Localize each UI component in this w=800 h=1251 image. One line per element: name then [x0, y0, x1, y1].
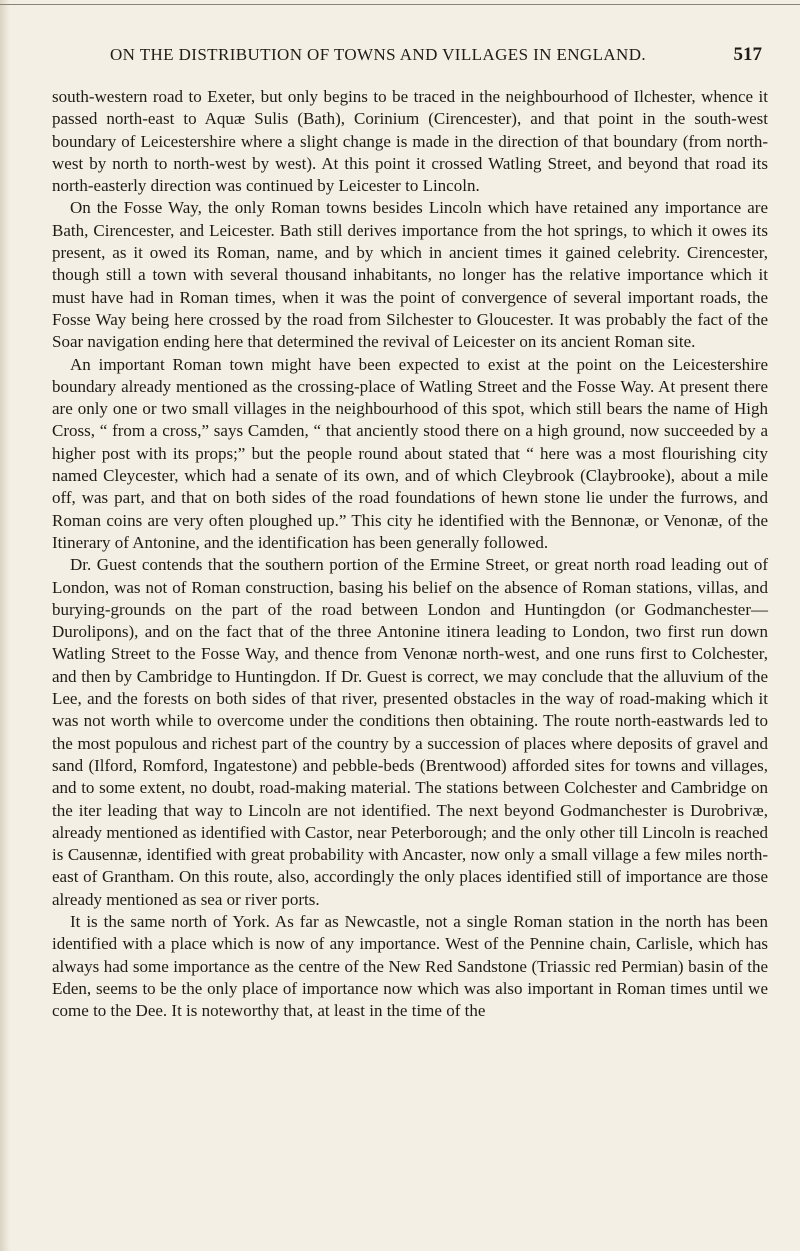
paragraph: It is the same north of York. As far as Newcastle, not a single Roman station in the north has been identified with a place which is now of any importance. West of the Pennine chain, Carlisle, which has always had some importance as the centre of the New Red Sandstone (Triassic red Permian) basin of the Eden, seems to be the only place of importance now which was also important in Roman times until we come to the Dee. It is noteworthy that, at least in the time of the: [52, 911, 768, 1021]
page-number: 517: [733, 44, 762, 65]
page-edge: [0, 0, 10, 1251]
body-text: [52, 86, 768, 1022]
top-rule: [0, 4, 800, 5]
paragraph: An important Roman town might have been expected to exist at the point on the Leicestershire boundary already mentioned as the crossing-place of Watling Street and the Fosse Way. At present there are only one or two small villages in the neighbourhood of this spot, which still bears the name of High Cross, “ from a cross,” says Camden, “ that anciently stood there on a high ground, now succeeded by a higher post with its props;” but the people round about stated that “ here was a most flourishing city named Cleycester, which had a senate of its own, and of which Cleybrook (Claybrooke), about a mile off, was part, and that on both sides of the road foundations of hewn stone lie under the furrows, and Roman coins are very often ploughed up.” This city he identified with the Bennonæ, or Venonæ, of the Itinerary of Antonine, and the identification has been generally followed.: [52, 354, 768, 552]
paragraph: On the Fosse Way, the only Roman towns besides Lincoln which have retained any importance are Bath, Cirencester, and Leicester. Bath still derives importance from the hot springs, to which it owes its present, as it owed its Roman, name, and by which in ancient times it gained celebrity. Cirencester, though still a town with several thousand inhabitants, no longer has the relative importance which it must have had in Roman times, when it was the point of convergence of several important roads, the Fosse Way being here crossed by the road from Silchester to Gloucester. It was probably the fact of the Soar navigation ending here that determined the revival of Leicester on its ancient Roman site.: [52, 198, 768, 352]
running-title: ON THE DISTRIBUTION OF TOWNS AND VILLAGES IN ENGLAND.: [110, 45, 647, 64]
paragraph: Dr. Guest contends that the southern portion of the Ermine Street, or great north road leading out of London, was not of Roman construction, basing his belief on the absence of Roman stations, villas, and burying-grounds on the part of the road between London and Huntingdon (or Godmanchester—Durolipons), and on the fact that of the three Antonine itinera leading to London, two first run down Watling Street to the Fosse Way, and thence from Venonæ north-west, and one runs first to Colchester, and then by Cambridge to Huntingdon. If Dr. Guest is correct, we may conclude that the alluvium of the Lee, and the forests on both sides of that river, presented obstacles in the way of road-making which it was not worth while to overcome under the conditions then obtaining. The route north-eastwards led to the most populous and richest part of the country by a succession of places where deposits of gravel and sand (Ilford, Romford, Ingatestone) and pebble-beds (Brentwood) afforded sites for towns and villages, and to some extent, no doubt, road-making material. The stations between Colchester and Cambridge on the iter leading that way to Lincoln are not identified. The next beyond Godmanchester is Durobrivæ, already mentioned as identified with Castor, near Peterborough; and the only other till Lincoln is reached is Causennæ, identified with great probability with Ancaster, now only a small village a few miles north-east of Grantham. On this route, also, accordingly the only places identified still of importance are those already mentioned as sea or river ports.: [52, 555, 768, 909]
paragraph: south-western road to Exeter, but only begins to be traced in the neighbourhood of Ilchester, whence it passed north-east to Aquæ Sulis (Bath), Corinium (Cirencester), and that point in the south-west boundary of Leicestershire where a slight change is made in the direction of that boundary (from north-west by north to north-west by west). At this point it crossed Watling Street, and beyond that road its north-easterly direction was continued by Leicester to Lincoln.: [52, 87, 768, 196]
running-header: [110, 44, 762, 66]
